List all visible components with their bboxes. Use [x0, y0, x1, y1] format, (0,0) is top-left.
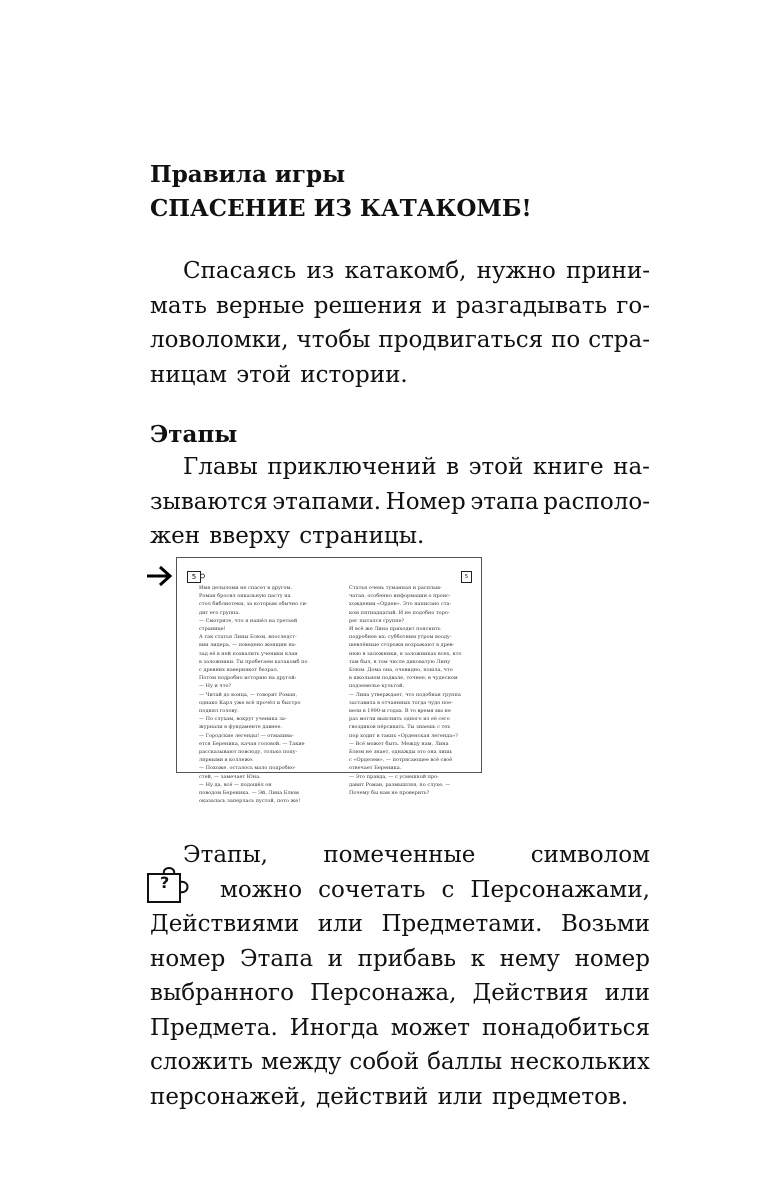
word: Спасаясь — [183, 258, 297, 284]
word: располо- — [543, 488, 650, 515]
mini-text-line: лярными в коллеже. — [199, 757, 254, 764]
text-line — [150, 450, 650, 485]
mini-text-line: подземелье культой. — [349, 683, 405, 690]
intro-paragraph — [150, 254, 650, 392]
word: на- — [613, 454, 650, 480]
mini-text-line: Потом подробно историю на другой: — [199, 675, 297, 682]
word: понадобиться — [481, 1014, 650, 1041]
mini-text-line: — Ну да, всё — подошёл он — [199, 781, 272, 788]
mini-text-line: А так статья Лины Блюм, впоследст- — [199, 634, 297, 641]
mini-text-line: — Похоже, осталось мало подробно- — [199, 765, 296, 772]
word: или — [317, 911, 363, 937]
word: можно — [220, 876, 303, 903]
mini-text-line: однако Карл уже всё прочёл и быстро — [199, 699, 301, 706]
word: прини- — [566, 258, 650, 284]
word: прибавь — [357, 945, 457, 972]
page-title: Правила игры — [150, 161, 346, 188]
left-mini-page — [199, 584, 317, 805]
word: катакомб, — [344, 258, 467, 284]
arrow-right-icon — [146, 565, 174, 587]
mini-text-line: — Смотрите, что я нашёл на третьей — [199, 617, 298, 624]
word: с — [441, 876, 455, 903]
mini-text-line: журнали в фундаменте давнее. — [199, 724, 283, 731]
word: истории. — [300, 361, 408, 388]
word: между — [261, 1049, 342, 1075]
word: ловоломки, — [150, 327, 289, 353]
word: вверху — [209, 523, 291, 549]
word: го- — [616, 292, 650, 319]
mini-text-line: раз могли выяснить одного из её сего — [349, 716, 450, 723]
book-spread-illustration — [176, 557, 482, 805]
text-line — [150, 907, 650, 942]
word: выбранного — [150, 980, 294, 1006]
word: страницы. — [299, 523, 425, 549]
mini-text-line: с древних наверняк‍от безрал. — [199, 667, 279, 674]
word: номер — [150, 945, 226, 972]
mini-text-line: вели в 1990-м годах. В то время мы не — [349, 708, 451, 715]
word: номер — [574, 945, 650, 972]
text-line — [150, 1045, 650, 1080]
puzzle-question-mark: ? — [160, 873, 170, 892]
word: нему — [499, 945, 560, 972]
word: решения — [313, 292, 423, 319]
mini-text-line: заставила в отчаянных тогда чудо пое- — [349, 699, 453, 706]
text-line — [150, 254, 650, 289]
mini-text-line: И всё же Лина приходит пояснить — [349, 626, 441, 633]
word: Возьми — [560, 911, 650, 937]
word: символом — [530, 842, 650, 868]
mini-text-line: оказалась заперлась пустой, пото же! — [199, 798, 301, 805]
word: стра- — [588, 327, 650, 353]
word: баллы — [427, 1049, 503, 1075]
word: зываются — [150, 488, 268, 515]
stage-number-badge-left: 5 — [187, 571, 201, 583]
text-line — [150, 358, 650, 393]
word: продвигаться — [378, 327, 544, 353]
word: нужно — [476, 258, 556, 284]
word: Персонажами, — [470, 876, 650, 903]
word: жен — [150, 523, 201, 549]
text-line — [150, 519, 650, 554]
mini-text-line: Роман бросил онкальную пасту на — [199, 593, 291, 600]
mini-text-line: отвечает Береника. — [349, 765, 402, 772]
word: или — [604, 980, 650, 1006]
word: Персонажа, — [310, 980, 457, 1006]
word: Этапы, — [183, 842, 268, 868]
mini-text-line: вии лидера, — поведено женщин на- — [199, 642, 297, 649]
word: может — [390, 1014, 471, 1041]
text-line — [150, 942, 650, 977]
mini-text-line: Блюм. Дома она, очевидно, пошла, что — [349, 667, 453, 674]
word: чтобы — [296, 327, 371, 353]
word: мать — [150, 292, 207, 319]
mini-text-line: — Лина утверждает, что подобная группа — [349, 691, 461, 698]
text-line — [150, 976, 650, 1011]
word: собой — [349, 1049, 420, 1075]
mini-text-line: Почему бы нам не проверить? — [349, 790, 430, 797]
right-mini-page — [349, 584, 467, 797]
word: или — [437, 1083, 483, 1110]
mini-text-line: шевлённые сторожи возражают в древ- — [349, 642, 455, 649]
mini-text-line: дит его группа. — [199, 609, 240, 616]
word: приключений — [267, 454, 437, 480]
word: разгадывать — [455, 292, 608, 319]
mini-text-line: чатая, особенно информации о проис- — [349, 593, 451, 600]
word: верные — [216, 292, 305, 319]
text-line — [150, 485, 650, 520]
word: Номер — [385, 488, 466, 515]
word: Действия — [472, 980, 589, 1006]
mini-text-line: странице! — [199, 626, 226, 633]
word: Главы — [183, 454, 258, 480]
word: из — [306, 258, 335, 284]
mini-text-line: — Городские легенды! — отмахива- — [199, 732, 294, 739]
text-line — [150, 323, 650, 358]
mini-text-line: пор ходит в таких «Орденская легенда»? — [349, 732, 458, 739]
word: этой — [236, 361, 292, 388]
puzzle-tab-icon — [200, 572, 206, 580]
word: персонажей, — [150, 1083, 307, 1110]
mini-text-line: Статья очень туманная и расплыв- — [349, 585, 442, 591]
word: Предметами. — [381, 911, 543, 937]
text-line — [150, 838, 650, 873]
mini-text-line: в заложники. Ты пробегаем катакомб по — [199, 658, 308, 665]
text-line — [150, 1011, 650, 1046]
mini-text-line: гвоздиков пёрсивать. Ты знаешь с тех — [349, 724, 451, 731]
mini-text-line: — Читай до конца, — говорит Роман, — [199, 691, 298, 698]
mini-text-line: — Всё может быть. Между нам, Лина — [349, 740, 449, 747]
word: помеченные — [323, 842, 476, 868]
mini-text-line: — Это правда, — с усмешкой про- — [349, 773, 439, 780]
mini-text-line: стей, — замечает Юна. — [199, 773, 261, 780]
mini-text-line: рег пытался группе? — [349, 617, 405, 624]
word: и — [327, 945, 344, 972]
mini-text-line: ется Береника, качая головой. — Такие — [199, 740, 305, 747]
word: этапа — [470, 488, 539, 515]
mini-text-line: в школьном подвале, точнее, в чудесном — [349, 675, 458, 682]
stage-number-badge-right: 5 — [461, 571, 472, 583]
text-line — [150, 289, 650, 324]
word: в — [446, 454, 460, 480]
word: Иногда — [289, 1014, 379, 1041]
word: Предмета. — [150, 1014, 278, 1041]
title-block — [150, 158, 650, 226]
word: этой — [468, 454, 524, 480]
word: этапами. — [272, 488, 382, 515]
mini-text-line: хождении «Орден». Это написано ста- — [349, 601, 452, 608]
text-line — [150, 1080, 650, 1115]
word: и — [431, 292, 447, 319]
word: книге — [532, 454, 604, 480]
mini-text-line: зад её в ней похвалить ученики клан — [199, 650, 298, 657]
mini-text-line: подробнее их: субботним утром вооду- — [349, 634, 452, 641]
combo-paragraph — [150, 838, 650, 1114]
word: Действиями — [150, 911, 300, 937]
word: предметов. — [492, 1083, 629, 1110]
word: сложить — [150, 1049, 254, 1075]
stages-paragraph — [150, 450, 650, 554]
word: по — [551, 327, 581, 353]
word: к — [470, 945, 485, 972]
mini-text-line: с «Орделем», — потрясающее всё своё — [349, 757, 453, 764]
mini-text-line: нюю в заложники, в заложниках всех, кто — [349, 650, 462, 657]
word: сочетать — [318, 876, 426, 903]
stages-heading: Этапы — [150, 421, 238, 448]
word: действий — [316, 1083, 429, 1110]
mini-text-line: Блюм не знает, однажды это она лишь — [349, 749, 453, 756]
mini-text-line: — Ну и что? — [199, 683, 232, 690]
game-title: СПАСЕНИЕ ИЗ КАТАКОМБ! — [150, 195, 532, 222]
mini-text-line: — По слухам, вокруг ученика за- — [199, 716, 287, 723]
word: Этапа — [240, 945, 314, 972]
mini-text-line: там был, в том числе диковатую Лину — [349, 658, 451, 665]
word: нескольких — [510, 1049, 650, 1075]
mini-text-line: ком пятнадцатый. И не подобно торо- — [349, 609, 450, 616]
word: ницам — [150, 361, 228, 388]
mini-text-line: давит Роман, размышляя, по слухе. — — [349, 781, 451, 788]
text-line — [150, 873, 650, 908]
mini-text-line: стол библиотеки, за которым обычно си- — [199, 601, 308, 608]
mini-text-line: Имя делыломи не спасет в другом. — [199, 585, 293, 591]
mini-text-line: поводом Береника. — Эй, Лина Блюм — [199, 790, 299, 797]
mini-text-line: поднял голову. — [199, 708, 239, 715]
mini-text-line: рассказывают повсюду, только попу- — [199, 749, 298, 756]
